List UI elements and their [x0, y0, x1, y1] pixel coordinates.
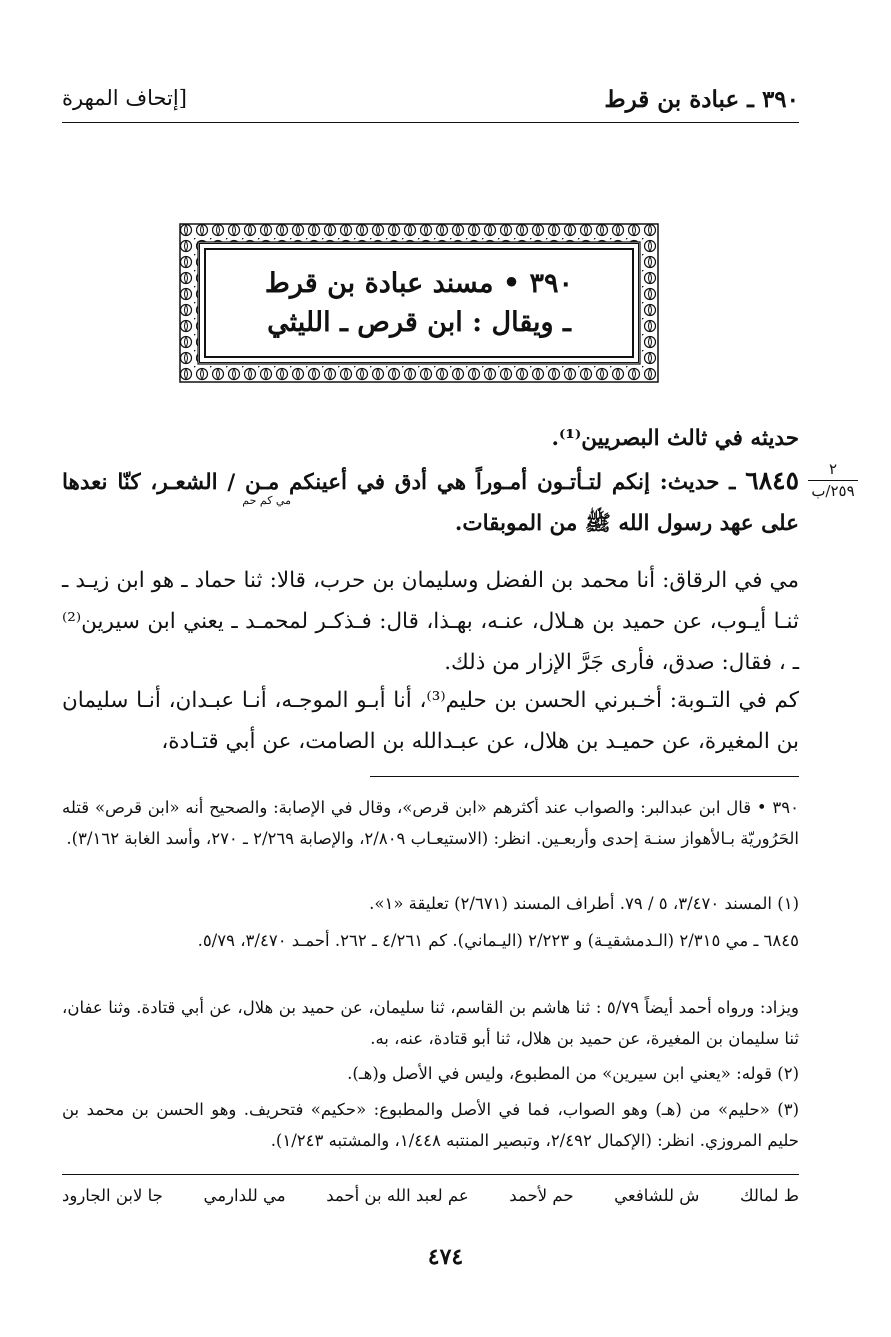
title-inner — [204, 248, 634, 358]
footnote-6845: ٦٨٤٥ ـ مي ٢/٣١٥ (الـدمشقيـة) و ٢/٢٢٣ (اليـماني). كم ٤/٢٦١ ـ ٢٦٢. أحمـد ٣/٤٧٠، ٥/٧٩. — [197, 931, 799, 950]
musnad-subtitle: ـ ويقال : ابن قرص ـ الليثي — [267, 307, 571, 338]
margin-note — [798, 461, 868, 500]
running-head-right: ٣٩٠ ـ عبادة بن قرط — [604, 86, 799, 113]
paragraph-kam: كم في التـوبة: أخـبرني الحسن بن حليم⁽³⁾، أنا أبـو الموجـه، أنـا عبـدان، أنـا سليمان بن المغيرة، عن حميـد بن هلال، عن عبـدالله بن الصامت، عن أبي قتـادة، — [62, 688, 799, 754]
musnad-title: ٣٩٠ • مسند عبادة بن قرط — [264, 268, 574, 299]
margin-note-rule — [808, 480, 858, 481]
abbr-item: مي للدارمي — [203, 1186, 286, 1205]
abbr-item: عم لعبد الله بن أحمد — [326, 1186, 469, 1205]
hadith-number: ٦٨٤٥ — [745, 466, 799, 495]
page-number: ٤٧٤ — [427, 1244, 464, 1270]
footnote-1: (١) المسند ٣/٤٧٠، ٥ / ٧٩. أطراف المسند (٢/٦٧١) تعليقة «١». — [369, 894, 799, 913]
margin-note-top: ٢ — [828, 460, 838, 478]
footnote-390: ٣٩٠ • قال ابن عبدالبر: والصواب عند أكثرهم «ابن قرص»، وقال في الإصابة: والصحيح أنه «ابن قرص» قتله الحَرُوريّة بـالأهواز سنـة إحدى وأربعـين. انظر: (الاستيعـاب ٢/٨٠٩، والإصابة ٢/٢٦٩ ـ ٢٧٠، وأسد الغابة ٣/١٦٢). — [62, 798, 799, 848]
footnote-2: (٢) قوله: «يعني ابن سيرين» من المطبوع، وليس في الأصل و(هـ). — [347, 1064, 799, 1083]
margin-note-bottom: ٢٥٩/ب — [811, 482, 855, 500]
abbreviations-rule — [62, 1174, 799, 1175]
paragraph-mi: مي في الرقاق: أنا محمد بن الفضل وسليمان بن حرب، قالا: ثنا حماد ـ هو ابن زيـد ـ ثنـا أيـوب، عن حميد بن هـلال، عنـه، بهـذا، قال: فـذكـر لمحمـد ـ يعني ابن سيرين⁽²⁾ ـ ، فقال: صدق، فأرى جَرَّ الإزار من ذلك. — [62, 568, 799, 675]
abbr-item: ش للشافعي — [614, 1186, 700, 1205]
abbr-item: ط لمالك — [739, 1186, 799, 1205]
footnote-3: (٣) «حليم» من (هـ) وهو الصواب، فما في الأصل والمطبوع: «حكيم» فتحريف. وهو الحسن بن محمد بن حليم المروزي. انظر: (الإكمال ٢/٤٩٢، وتبصير المنتبه ١/٤٤٨، والمشتبه ١/٢٤٣). — [62, 1100, 799, 1150]
hadith-text: ـ حديث: إنكم لتـأتـون أمـوراً هي أدق في أعينكم مـن / الشعـر، كنّا نعدها على عهد رسول الله ﷺ من الموبقات. — [62, 470, 799, 536]
abbr-item: جا لابن الجارود — [62, 1186, 163, 1205]
abbr-item: حم لأحمد — [509, 1186, 574, 1205]
hadith-6845 — [62, 460, 799, 544]
intro-line: حديثه في ثالث البصريين⁽¹⁾. — [551, 426, 799, 451]
siglum-note: مي كم حم — [242, 494, 291, 507]
running-head-left: [إتحاف المهرة — [62, 86, 187, 110]
footnote-addition: ويزاد: ورواه أحمد أيضاً ٥/٧٩ : ثنا هاشم بن القاسم، ثنا سليمان، عن حميد بن هلال، عن أبي قتادة. وثنا عفان، ثنا سليمان بن المغيرة، عن حميد بن هلال، ثنا أبو قتادة، عنه، به. — [62, 998, 800, 1048]
footnote-rule — [370, 776, 799, 777]
title-box — [178, 222, 660, 384]
header-rule — [62, 122, 799, 123]
abbreviations-key — [62, 1186, 799, 1205]
